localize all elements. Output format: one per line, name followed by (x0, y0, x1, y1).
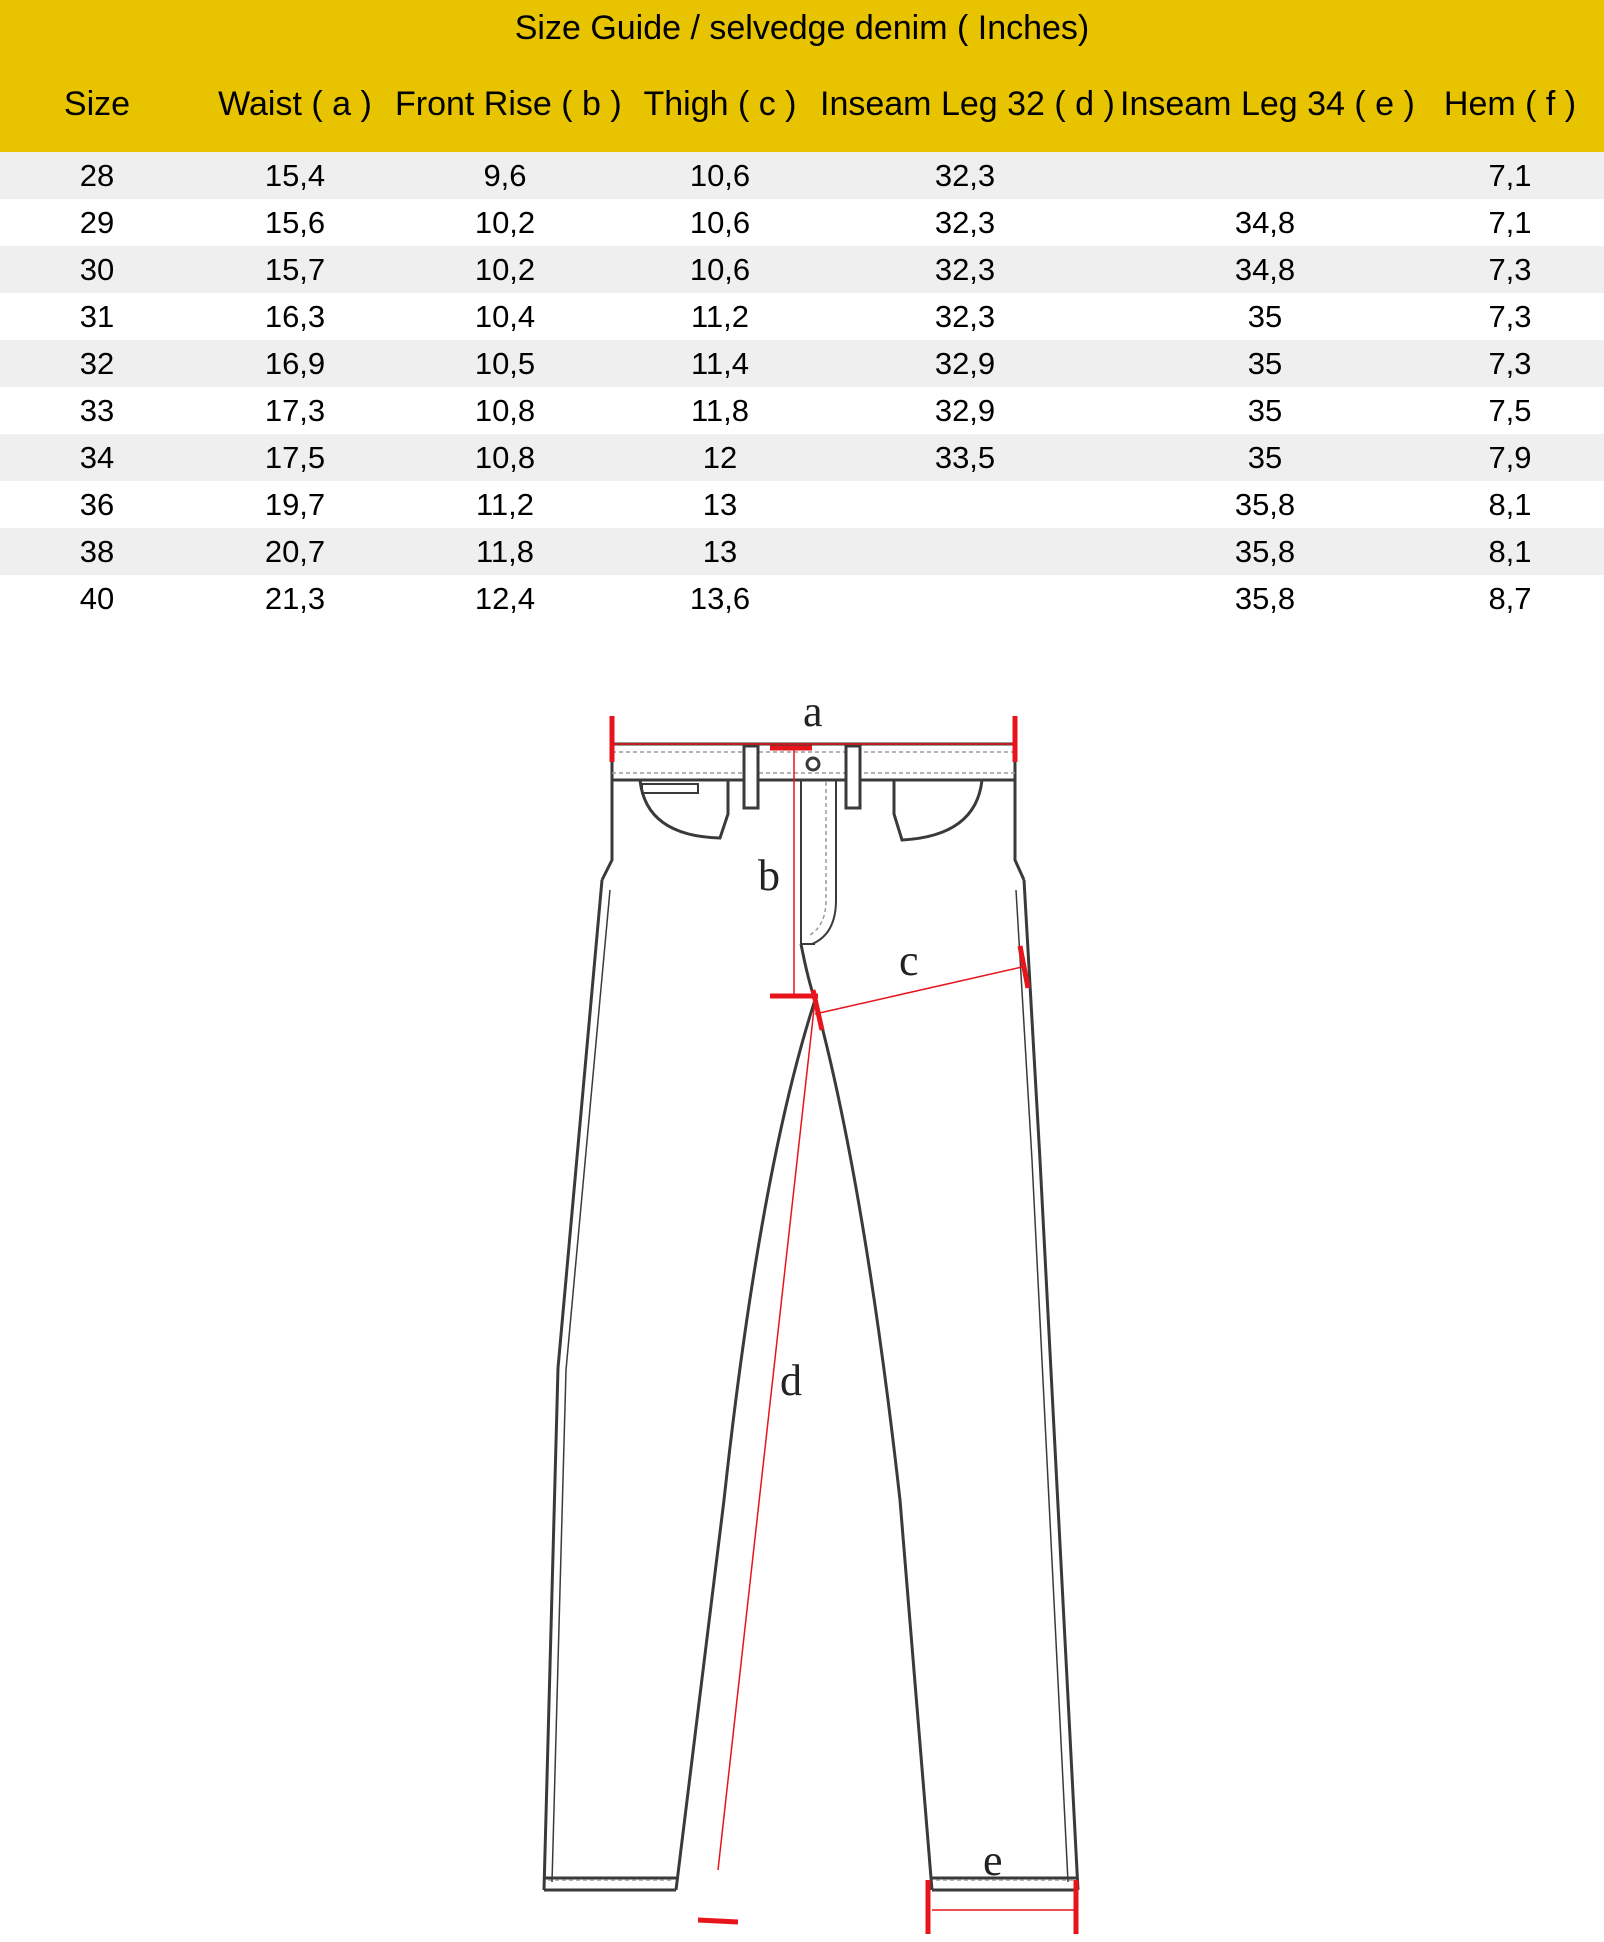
cell-waist: 15,7 (264, 252, 326, 287)
cell-waist: 19,7 (264, 487, 326, 522)
column-header-size: Size (63, 85, 131, 123)
cell-size: 28 (79, 158, 115, 193)
cell-inseam-32: 32,3 (934, 252, 996, 287)
cell-inseam-34: 35 (1247, 346, 1283, 381)
label-e: e (983, 1836, 1003, 1885)
cell-waist: 15,4 (264, 158, 326, 193)
cell-size: 31 (79, 299, 115, 334)
column-header-thigh: Thigh ( c ) (643, 85, 797, 123)
cell-inseam-34: 35,8 (1234, 534, 1296, 569)
cell-inseam-34: 35 (1247, 299, 1283, 334)
cell-waist: 17,5 (264, 440, 326, 475)
table-title: Size Guide / selvedge denim ( Inches) (514, 9, 1090, 47)
jeans-outline (544, 744, 1078, 1890)
cell-hem: 7,3 (1488, 299, 1532, 334)
cell-front-rise: 10,8 (474, 393, 536, 428)
cell-inseam-34: 35 (1247, 393, 1283, 428)
cell-waist: 20,7 (264, 534, 326, 569)
cell-inseam-34: 35 (1247, 440, 1283, 475)
column-header-inseam-32: Inseam Leg 32 ( d ) (820, 85, 1115, 123)
cell-hem: 7,1 (1488, 205, 1532, 240)
cell-size: 32 (79, 346, 115, 381)
cell-size: 30 (79, 252, 115, 287)
cell-inseam-34: 35,8 (1234, 487, 1296, 522)
cell-front-rise: 11,2 (475, 487, 535, 522)
cell-waist: 15,6 (264, 205, 326, 240)
cell-front-rise: 11,8 (475, 534, 535, 569)
cell-thigh: 10,6 (689, 158, 751, 193)
cell-hem: 7,3 (1488, 346, 1532, 381)
measurement-lines (612, 716, 1076, 1934)
label-c: c (899, 936, 919, 985)
cell-thigh: 13 (702, 534, 738, 569)
cell-inseam-32: 32,3 (934, 158, 996, 193)
column-header-front-rise: Front Rise ( b ) (395, 85, 622, 123)
cell-inseam-32: 32,9 (934, 393, 996, 428)
column-header-inseam-34: Inseam Leg 34 ( e ) (1120, 85, 1415, 123)
cell-thigh: 10,6 (689, 205, 751, 240)
cell-size: 33 (79, 393, 115, 428)
cell-front-rise: 9,6 (483, 158, 527, 193)
cell-front-rise: 10,2 (474, 252, 536, 287)
cell-inseam-34: 34,8 (1234, 252, 1296, 287)
cell-waist: 21,3 (264, 581, 326, 616)
cell-thigh: 10,6 (689, 252, 751, 287)
cell-waist: 16,9 (264, 346, 326, 381)
cell-hem: 7,1 (1488, 158, 1532, 193)
cell-hem: 7,5 (1488, 393, 1532, 428)
column-header-waist: Waist ( a ) (218, 85, 372, 123)
cell-thigh: 12 (702, 440, 738, 475)
cell-size: 40 (79, 581, 115, 616)
cell-hem: 8,7 (1488, 581, 1532, 616)
cell-inseam-32: 32,3 (934, 205, 996, 240)
cell-hem: 7,3 (1488, 252, 1532, 287)
cell-front-rise: 10,5 (474, 346, 536, 381)
label-a: a (803, 687, 823, 736)
cell-front-rise: 10,2 (474, 205, 536, 240)
cell-size: 34 (79, 440, 115, 475)
cell-size: 29 (79, 205, 115, 240)
cell-front-rise: 10,8 (474, 440, 536, 475)
label-d: d (780, 1356, 802, 1405)
cell-thigh: 11,2 (690, 299, 750, 334)
cell-hem: 7,9 (1488, 440, 1532, 475)
cell-waist: 17,3 (264, 393, 326, 428)
cell-waist: 16,3 (264, 299, 326, 334)
cell-thigh: 13,6 (689, 581, 751, 616)
cell-hem: 8,1 (1488, 487, 1532, 522)
cell-inseam-32: 33,5 (934, 440, 996, 475)
column-header-hem: Hem ( f ) (1443, 85, 1577, 123)
cell-thigh: 13 (702, 487, 738, 522)
cell-size: 38 (79, 534, 115, 569)
cell-inseam-32: 32,9 (934, 346, 996, 381)
cell-front-rise: 12,4 (474, 581, 536, 616)
cell-inseam-34: 35,8 (1234, 581, 1296, 616)
cell-inseam-34: 34,8 (1234, 205, 1296, 240)
cell-thigh: 11,4 (690, 346, 750, 381)
cell-front-rise: 10,4 (474, 299, 536, 334)
cell-hem: 8,1 (1488, 534, 1532, 569)
cell-inseam-32: 32,3 (934, 299, 996, 334)
cell-thigh: 11,8 (690, 393, 750, 428)
cell-size: 36 (79, 487, 115, 522)
label-b: b (758, 851, 780, 900)
